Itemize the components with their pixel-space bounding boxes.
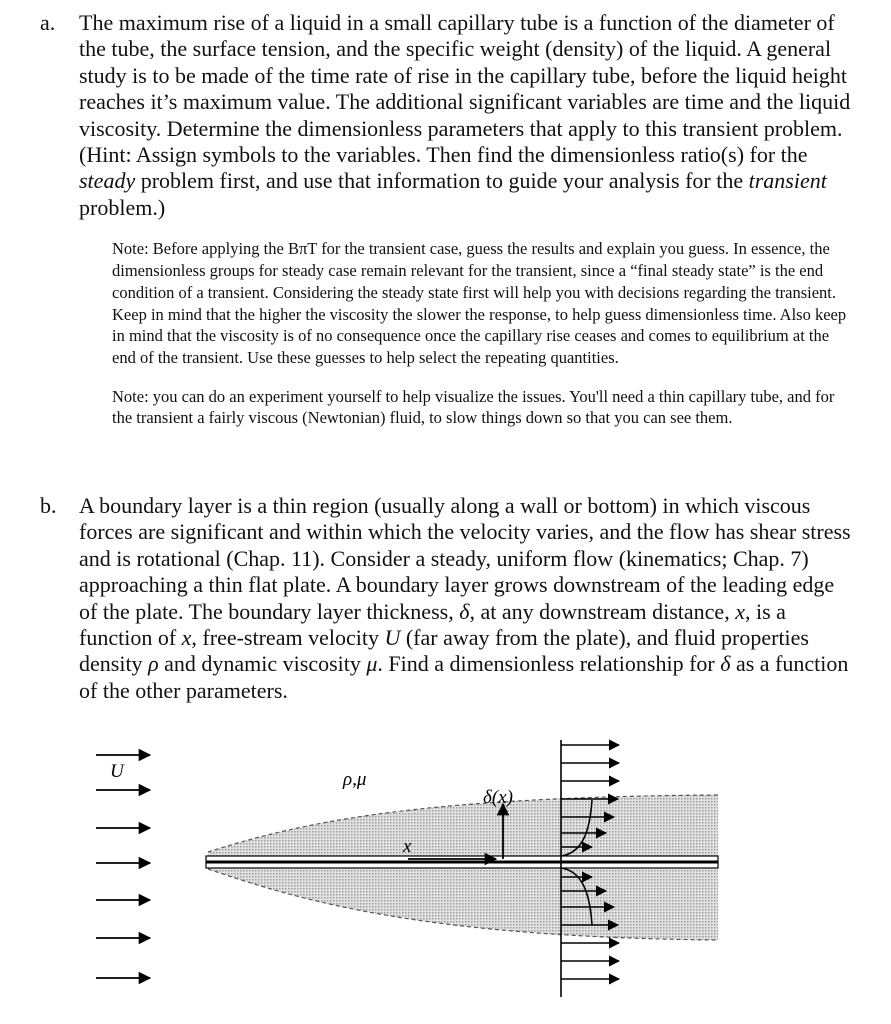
part-b-text-2: , at any downstream distance, bbox=[469, 598, 736, 624]
boundary-layer-upper-region bbox=[208, 795, 718, 856]
part-a-note-guess: Note: Before applying the BπT for the transient case, guess the results and explain you guess. In essence, the dimensionless groups for steady case remain relevant for the transient, since a “final steady state” is the end condition of a transient. Considering the steady state first will help you with decisions regarding the transient. Keep in mind that the higher the viscosity the slower the response, to help guess dimensionless time. Also keep in mind that the viscosity is of no consequence once the capillary rise ceases and comes to equilibrium at the end of the transient. Use these guesses to help select the repeating quantities. bbox=[112, 239, 847, 368]
part-b-text-4: , free-stream velocity bbox=[191, 625, 385, 651]
label-delta-x: δ(x) bbox=[483, 787, 513, 808]
part-b-symbol-U: U bbox=[384, 625, 401, 651]
part-a-emphasis-transient: transient bbox=[748, 168, 827, 194]
part-a-label: a. bbox=[40, 10, 56, 35]
label-U: U bbox=[110, 761, 124, 782]
part-b-statement bbox=[79, 493, 852, 704]
part-b-text-7: . Find a dimensionless relationship for bbox=[377, 651, 721, 677]
part-a-text-3: problem.) bbox=[79, 194, 166, 220]
part-a-note-experiment: Note: you can do an experiment yourself to help visualize the issues. You'll need a thin capillary tube, and for the transient a fairly viscous (Newtonian) fluid, to slow things down so that you can see them. bbox=[112, 386, 835, 428]
part-a-text-2: problem first, and use that information to guide your analysis for the bbox=[135, 168, 749, 194]
part-b-text-6: and dynamic viscosity bbox=[158, 651, 367, 677]
part-b-label: b. bbox=[40, 493, 57, 518]
part-b-text-1: A boundary layer is a thin region (usually along a wall or bottom) in which viscous forces are significant and within which the velocity varies, and the flow has shear stress and is rotational (Chap. 11). Consider a steady, uniform flow (kinematics; Chap. 7) approaching a thin flat plate. A boundary layer grows downstream of the leading edge of the plate. The boundary layer thickness, bbox=[79, 493, 851, 624]
freestream-arrows bbox=[96, 755, 150, 978]
boundary-layer-diagram bbox=[78, 735, 738, 1000]
label-density-viscosity: ρ,μ bbox=[343, 769, 367, 790]
part-b-text-3: , is a function of bbox=[79, 598, 786, 651]
part-b-symbol-delta-2: δ bbox=[720, 651, 731, 677]
label-x: x bbox=[403, 836, 412, 857]
boundary-layer-lower-region bbox=[208, 868, 718, 940]
part-a-text-1: The maximum rise of a liquid in a small capillary tube is a function of the diameter of the tube, the surface tension, and the specific weight (density) of the liquid. A general study is to be made of the time rate of rise in the capillary tube, before the liquid height reaches it’s maximum value. The additional significant variables are time and the liquid viscosity. Determine the dimensionless parameters that apply to this transient problem. (Hint: Assign symbols to the variables. Then find the dimensionless ratio(s) for the bbox=[79, 10, 851, 168]
part-b-symbol-x: x bbox=[735, 598, 745, 624]
problem-part-b bbox=[40, 493, 852, 704]
part-a-statement bbox=[79, 10, 852, 221]
part-b-symbol-rho: ρ bbox=[148, 651, 159, 677]
part-b-text-8: as a function of the other parameters. bbox=[79, 651, 849, 703]
part-b-symbol-x-2: x bbox=[181, 625, 192, 651]
part-b-symbol-mu: μ bbox=[366, 651, 378, 677]
part-b-symbol-delta: δ bbox=[459, 598, 470, 624]
part-a-emphasis-steady: steady bbox=[79, 168, 136, 194]
part-b-text-5: (far away from the plate), and fluid properties density bbox=[79, 625, 809, 677]
problem-part-a bbox=[40, 10, 852, 446]
